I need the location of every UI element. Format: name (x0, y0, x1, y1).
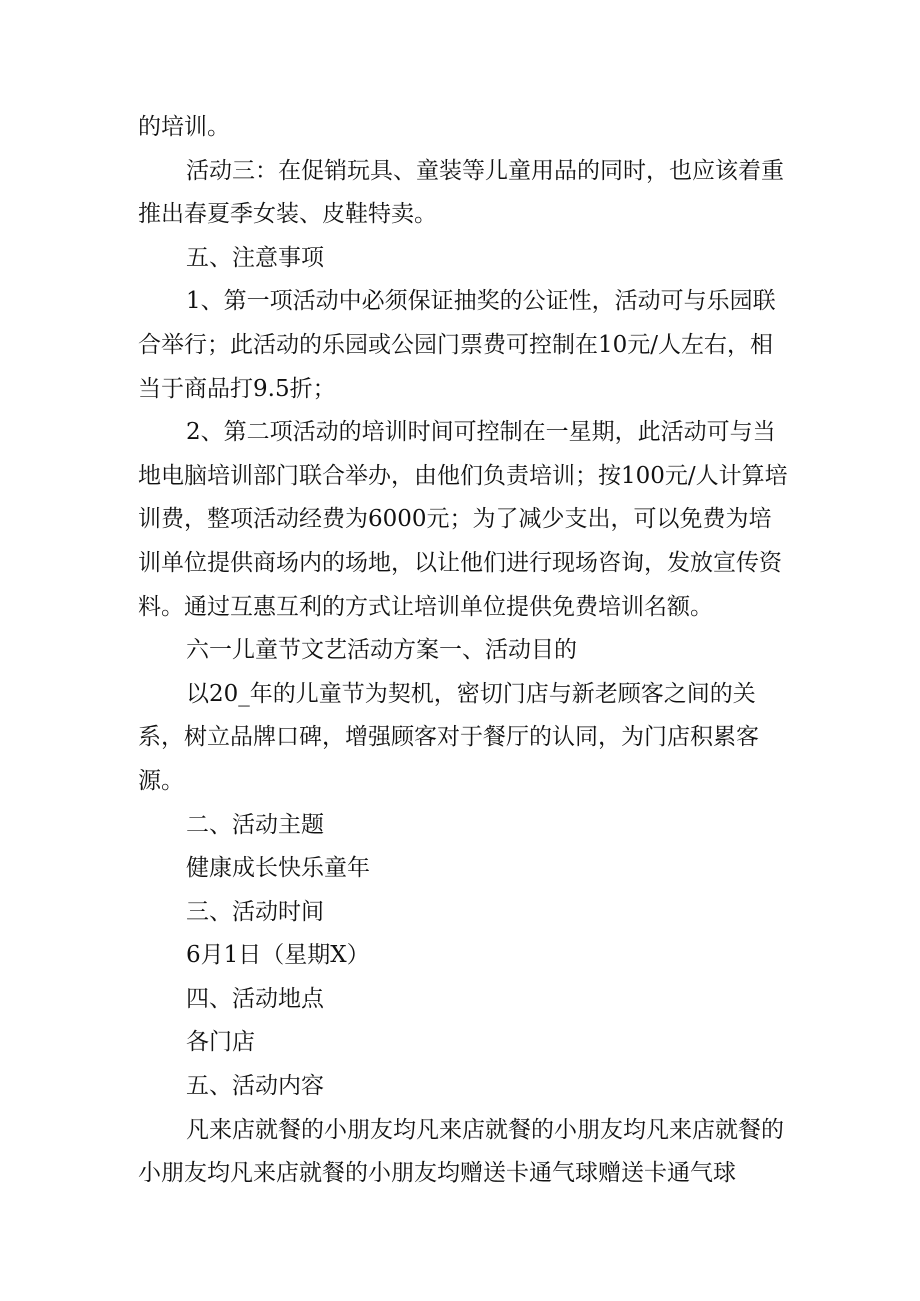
paragraph: 1、第一项活动中必须保证抽奖的公证性，活动可与乐园联合举行；此活动的乐园或公园门票费可控制在10元/人左右，相当于商品打9.5折； (138, 288, 776, 402)
section-heading: 四、活动地点 (186, 985, 324, 1012)
section-heading: 二、活动主题 (186, 811, 324, 838)
paragraph: 6月1日（星期X） (186, 942, 370, 969)
document-body (138, 106, 788, 1196)
paragraph: 各门店 (186, 1029, 255, 1056)
section-heading: 五、活动内容 (186, 1073, 324, 1100)
paragraph: 活动三：在促销玩具、童装等儿童用品的同时，也应该着重推出春夏季女装、皮鞋特卖。 (138, 157, 784, 228)
paragraph: 2、第二项活动的培训时间可控制在一星期，此活动可与当地电脑培训部门联合举办，由他们负责培训；按100元/人计算培训费，整项活动经费为6000元；为了减少支出，可以免费为培训单位提供商场内的场地，以让他们进行现场咨询，发放宣传资料。通过互惠互利的方式让培训单位提供免费培训名额。 (138, 419, 788, 620)
section-heading: 五、注意事项 (186, 244, 324, 271)
paragraph: 以20_年的儿童节为契机，密切门店与新老顾客之间的关系，树立品牌口碑，增强顾客对于餐厅的认同，为门店积累客源。 (138, 680, 759, 794)
section-heading: 三、活动时间 (186, 898, 324, 925)
paragraph: 健康成长快乐童年 (186, 855, 370, 882)
paragraph: 凡来店就餐的小朋友均凡来店就餐的小朋友均凡来店就餐的小朋友均凡来店就餐的小朋友均赠送卡通气球赠送卡通气球 (138, 1116, 784, 1187)
paragraph: 的培训。 (138, 114, 230, 140)
section-heading: 六一儿童节文艺活动方案一、活动目的 (186, 637, 577, 664)
